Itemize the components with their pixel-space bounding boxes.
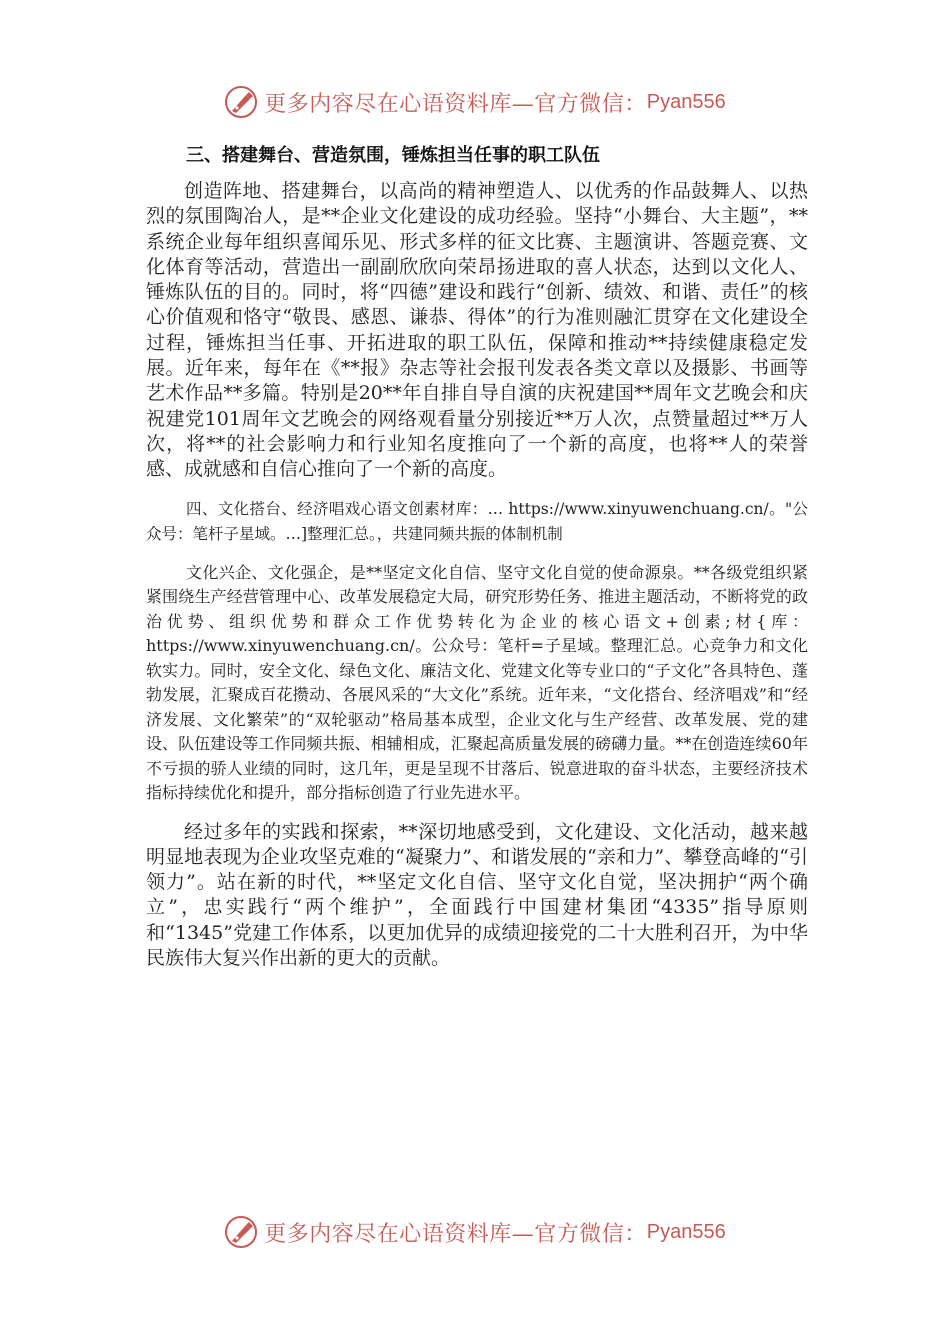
pen-nib-logo-icon xyxy=(224,85,258,119)
section-heading-2: 四、文化搭台、经济唱戏心语文创素材库：… https://www.xinyuwenchuang.cn/。"公众号：笔杆子星域。…]整理汇总。，共建同频共振的体制机制 xyxy=(146,499,808,543)
banner-text: 更多内容尽在心语资料库—官方微信： xyxy=(264,1221,647,1247)
paragraph-1: 创造阵地、搭建舞台，以高尚的精神塑造人、以优秀的作品鼓舞人、以热烈的氛围陶冶人，是**企业文化建设的成功经验。坚持“小舞台、大主题”，**系统企业每年组织喜闻乐见、形式多样的征文比赛、主题演讲、答题竞赛、文化体育等活动，营造出一副副欣欣向荣昂扬进取的喜人状态，达到以文化人、锤炼队伍的目的。同时，将“四德”建设和践行“创新、绩效、和谐、责任”的核心价值观和恪守“敬畏、感恩、谦恭、得体”的行为准则融汇贯穿在文化建设全过程，锤炼担当任事、开拓进取的职工队伍，保障和推动**持续健康稳定发展。近年来，每年在《**报》杂志等社会报刊发表各类文章以及摄影、书画等艺术作品**多篇。特别是20**年自排自导自演的庆祝建国**周年文艺晚会和庆祝建党101周年文艺晚会的网络观看量分别接近**万人次，点赞量超过**万人次，将**的社会影响力和行业知名度推向了一个新的高度，也将**人的荣誉感、成就感和自信心推向了一个新的高度。 xyxy=(146,180,808,481)
banner-wechat-id: Pyan556 xyxy=(646,1220,726,1243)
paragraph-3: 经过多年的实践和探索，**深切地感受到，文化建设、文化活动，越来越明显地表现为企业攻坚克难的“凝聚力”、和谐发展的“亲和力”、攀登高峰的“引领力”。站在新的时代，**坚定文化自信、坚守文化自觉，坚决拥护“两个确立”，忠实践行“两个维护”，全面践行中国建材集团“4335”指导原则和“1345”党建工作体系，以更加优异的成绩迎接党的二十大胜利召开，为中华民族伟大复兴作出新的更大的贡献。 xyxy=(146,820,808,970)
header-banner xyxy=(0,82,950,122)
footer-banner xyxy=(0,1212,950,1252)
section-heading: 三、搭建舞台、营造氛围，锤炼担当任事的职工队伍 xyxy=(186,145,600,166)
document-body xyxy=(146,143,808,985)
banner-text: 更多内容尽在心语资料库—官方微信： xyxy=(264,91,647,117)
paragraph-2: 文化兴企、文化强企，是**坚定文化自信、坚守文化自觉的使命源泉。**各级党组织紧紧围绕生产经营管理中心、改革发展稳定大局，研究形势任务、推进主题活动，不断将党的政治优势、组织优势和群众工作优势转化为企业的核心语文+创素;材{库：https://www.xinyuwenchuang.cn/。公众号：笔杆=子星域。整理汇总。心竞争力和文化软实力。同时，安全文化、绿色文化、廉洁文化、党建文化等专业口的“子文化”各具特色、蓬勃发展，汇聚成百花攒动、各展风采的“大文化”系统。近年来，“文化搭台、经济唱戏”和“经济发展、文化繁荣”的“双轮驱动”格局基本成型，企业文化与生产经营、改革发展、党的建设、队伍建设等工作同频共振、相辅相成，汇聚起高质量发展的磅礴力量。**在创造连续60年不亏损的骄人业绩的同时，这几年，更是呈现不甘落后、锐意进取的奋斗状态，主要经济技术指标持续优化和提升，部分指标创造了行业先进水平。 xyxy=(146,562,808,803)
banner-wechat-id: Pyan556 xyxy=(646,90,726,113)
pen-nib-logo-icon xyxy=(224,1215,258,1249)
